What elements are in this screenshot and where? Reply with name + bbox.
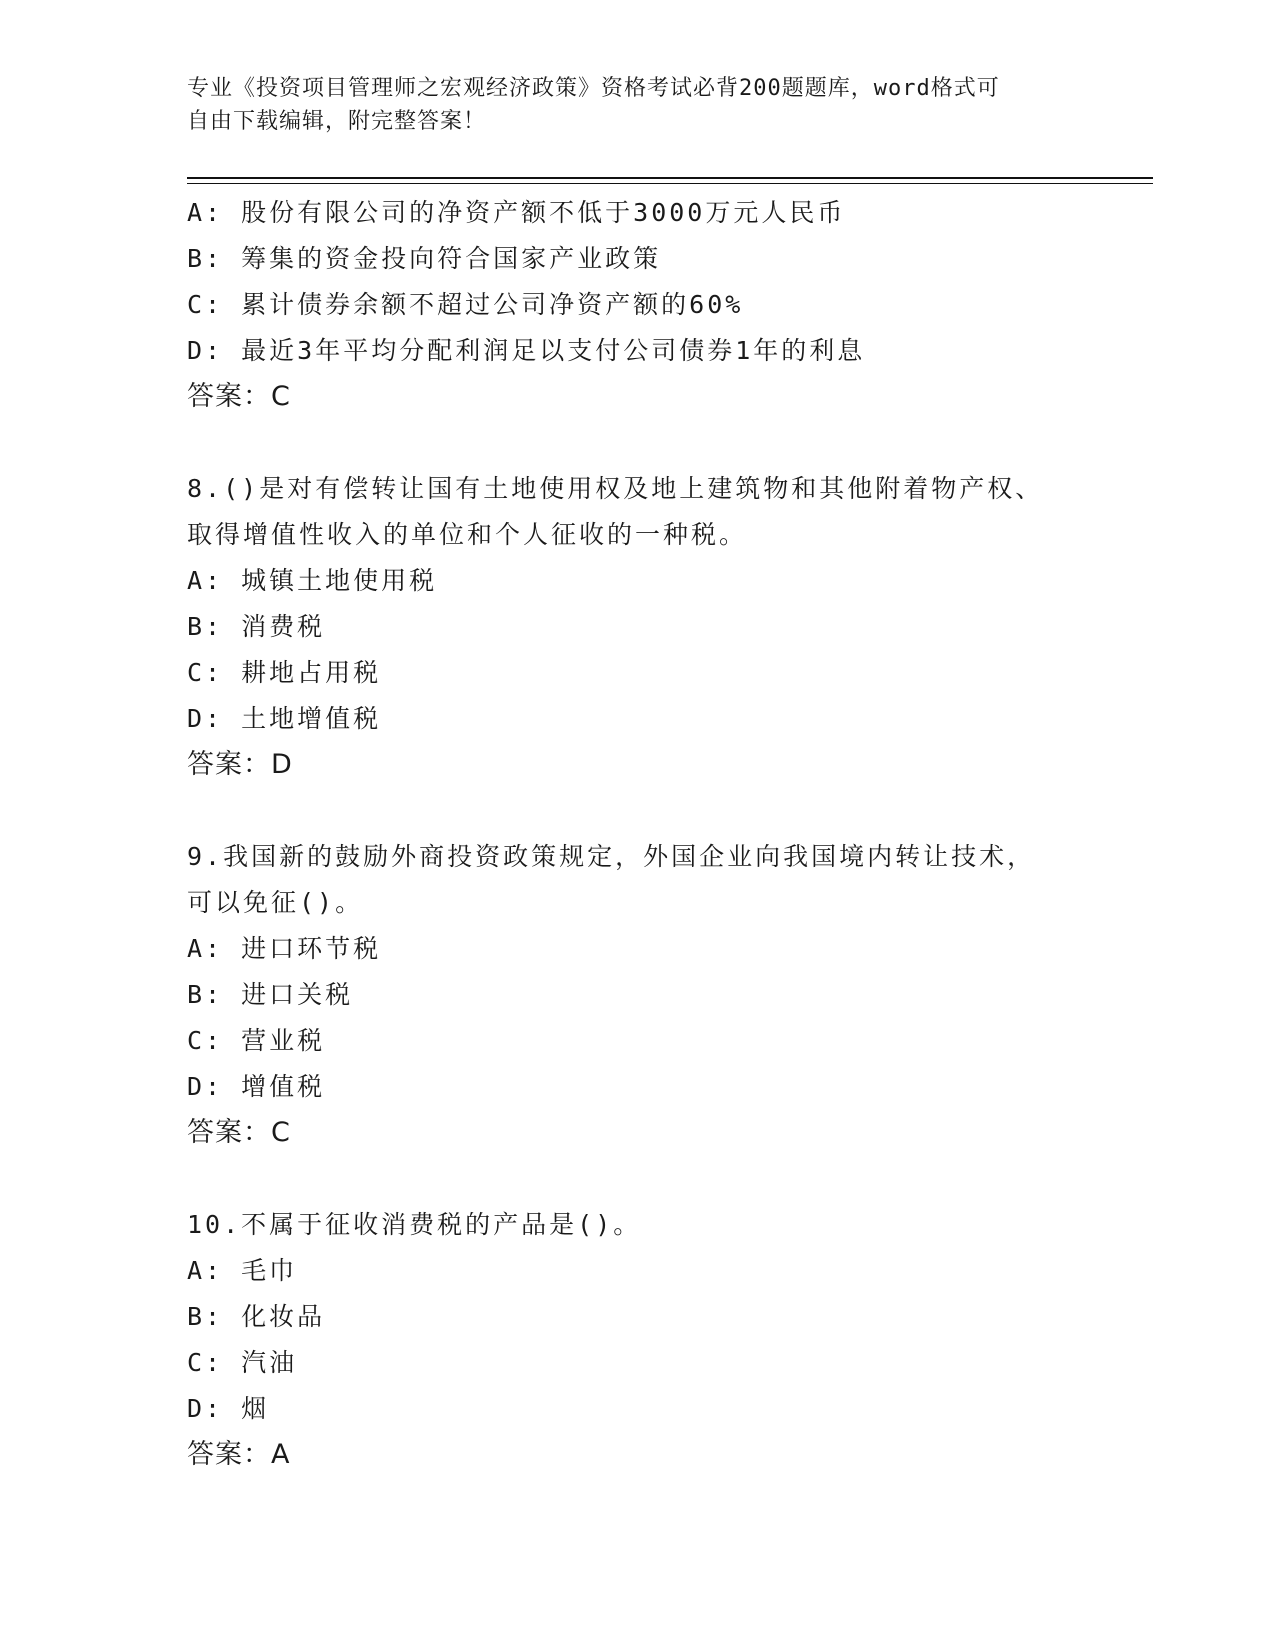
option-c: C: 耕地占用税 bbox=[187, 658, 382, 687]
option-a: A: 毛巾 bbox=[187, 1256, 298, 1285]
document-header bbox=[187, 72, 1087, 138]
option-a: A: 进口环节税 bbox=[187, 934, 382, 963]
option-a: A: 城镇土地使用税 bbox=[187, 566, 438, 595]
header-divider-thin bbox=[187, 183, 1153, 184]
option-d: D: 最近3年平均分配利润足以支付公司债券1年的利息 bbox=[187, 336, 866, 365]
answer-line: 答案：C bbox=[187, 1117, 291, 1148]
question-stem-line-1: 10.不属于征收消费税的产品是()。 bbox=[187, 1210, 642, 1239]
option-b: B: 消费税 bbox=[187, 612, 326, 641]
question-10 bbox=[187, 1202, 1087, 1478]
option-d: D: 土地增值税 bbox=[187, 704, 382, 733]
header-line-1: 专业《投资项目管理师之宏观经济政策》资格考试必背200题题库，word格式可 bbox=[187, 76, 1000, 101]
answer-line: 答案：A bbox=[187, 1439, 291, 1470]
option-c: C: 累计债券余额不超过公司净资产额的60% bbox=[187, 290, 744, 319]
option-b: B: 进口关税 bbox=[187, 980, 354, 1009]
header-divider-thick bbox=[187, 177, 1153, 179]
answer-line: 答案：C bbox=[187, 381, 291, 412]
option-b: B: 筹集的资金投向符合国家产业政策 bbox=[187, 244, 662, 273]
question-list bbox=[187, 190, 1087, 1478]
question-8 bbox=[187, 466, 1087, 788]
option-c: C: 营业税 bbox=[187, 1026, 326, 1055]
header-line-2: 自由下载编辑，附完整答案！ bbox=[187, 109, 487, 134]
question-stem-line-1: 9.我国新的鼓励外商投资政策规定，外国企业向我国境内转让技术， bbox=[187, 842, 1036, 871]
answer-line: 答案：D bbox=[187, 749, 293, 780]
option-d: D: 增值税 bbox=[187, 1072, 326, 1101]
question-9 bbox=[187, 834, 1087, 1156]
option-c: C: 汽油 bbox=[187, 1348, 298, 1377]
option-a: A: 股份有限公司的净资产额不低于3000万元人民币 bbox=[187, 198, 846, 227]
question-stem-line-2: 可以免征()。 bbox=[187, 888, 364, 917]
option-b: B: 化妆品 bbox=[187, 1302, 326, 1331]
question-7 bbox=[187, 190, 1087, 420]
question-stem-line-1: 8.()是对有偿转让国有土地使用权及地上建筑物和其他附着物产权、 bbox=[187, 474, 1044, 503]
option-d: D: 烟 bbox=[187, 1394, 270, 1423]
question-stem-line-2: 取得增值性收入的单位和个人征收的一种税。 bbox=[187, 520, 748, 549]
